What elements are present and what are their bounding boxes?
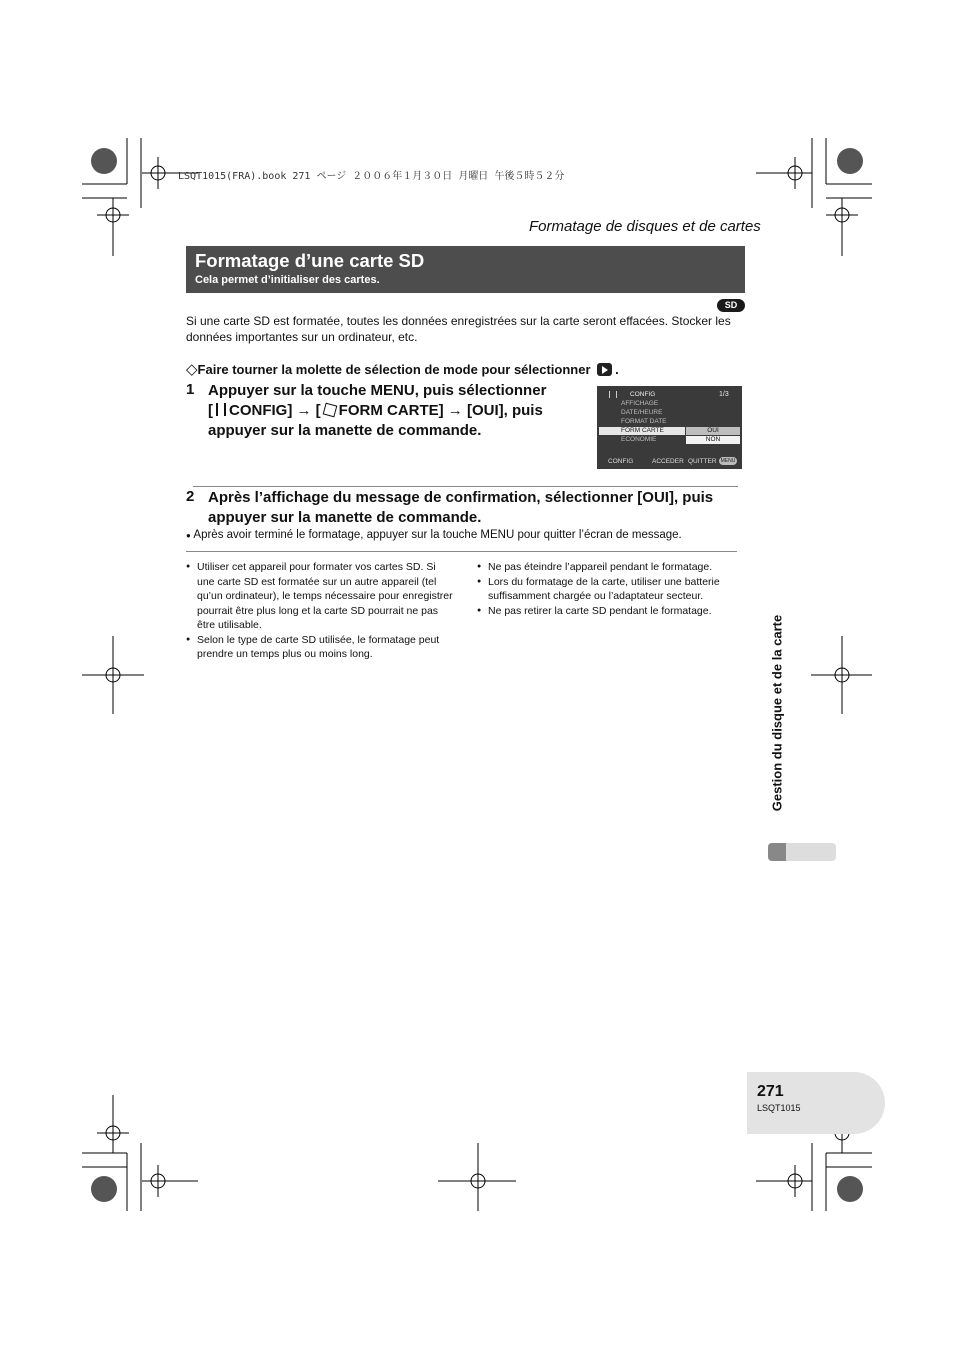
intro-paragraph: Si une carte SD est formatée, toutes les données enregistrées sur la carte seront effacées. Stocker les données importantes sur un ordinateur, etc. (186, 314, 731, 344)
lcd-menu-button: MENU (720, 458, 736, 464)
lcd-header: CONFIG (630, 391, 656, 398)
lcd-row-format-date: FORMAT DATE (621, 418, 667, 425)
section-indicator-active (768, 843, 786, 861)
section-banner (186, 246, 745, 293)
side-tab (769, 590, 785, 835)
print-info: LSQT1015(FRA).book 271 ページ ２００６年１月３０日 月曜日 午後５時５２分 (178, 171, 565, 182)
page-number: 271 (757, 1083, 784, 1100)
step-2-note-text: Après avoir terminé le formatage, appuyer sur la touche MENU pour quitter l’écran de message. (193, 529, 682, 541)
lcd-option-non: NON (686, 436, 740, 444)
lcd-page: 1/3 (719, 391, 729, 398)
notes-left (186, 560, 456, 662)
diamond-icon: ◇ (186, 361, 198, 378)
page-code: LSQT1015 (757, 1103, 801, 1113)
lcd-footer-right: QUITTER (688, 458, 717, 465)
sd-badge: SD (717, 299, 745, 312)
step-2-number: 2 (186, 488, 195, 505)
note-item: ● Ne pas éteindre l’appareil pendant le formatage. (477, 561, 713, 573)
note-item: ● Ne pas retirer la carte SD pendant le formatage. (477, 604, 712, 617)
section-subtitle: Cela permet d’initialiser des cartes. (195, 274, 380, 286)
preliminary-step-text: Faire tourner la molette de sélection de mode pour sélectionner (197, 362, 591, 377)
step-1-text (208, 381, 598, 441)
lcd-footer-mid: ACCEDER (652, 458, 684, 465)
running-header: Formatage de disques et de cartes (529, 218, 761, 235)
step-2-note (186, 527, 746, 544)
note-item: ● Lors du formatage de la carte, utiliser une batterie suffisamment chargée ou l’adaptateur secteur. (477, 575, 720, 602)
step-2-text (208, 488, 748, 528)
section-title: Formatage d’une carte SD (195, 250, 425, 271)
lcd-row-date-heure: DATE/HEURE (621, 409, 663, 416)
step-2-line-2: appuyer sur la manette de commande. (208, 509, 482, 526)
preliminary-step-after: . (615, 362, 619, 377)
notes-right (477, 560, 739, 618)
note-item: ● Selon le type de carte SD utilisée, le formatage peut prendre un temps plus ou moins long. (186, 633, 440, 660)
note-item: ● Utiliser cet appareil pour formater vos cartes SD. Si une carte SD est formatée sur un autre appareil (tel qu’un ordinateur), le temps nécessaire pour enregistrer pourrait être plus long et la carte SD pourrait ne pas être utilisable. (186, 561, 453, 631)
wrench-icon (216, 403, 226, 416)
preliminary-step (186, 360, 619, 378)
step-1-line-2: [ CONFIG] → [ FORM CARTE] → [OUI], puis (208, 402, 543, 419)
step-1-number: 1 (186, 381, 195, 398)
lcd-row-economie: ECONOMIE (621, 436, 657, 443)
lcd-footer-left: CONFIG (608, 458, 634, 465)
side-tab-label: Gestion du disque et de la carte (769, 614, 785, 811)
lcd-option-oui: OUI (686, 427, 740, 435)
lcd-wrench-icon (609, 391, 617, 398)
playback-mode-icon (597, 363, 612, 376)
step-1-line-3: appuyer sur la manette de commande. (208, 422, 482, 439)
bullet: ● (186, 531, 191, 540)
lcd-row-form-carte: FORM CARTE (599, 427, 685, 435)
lcd-menu-screen (597, 386, 742, 469)
lcd-row-affichage: AFFICHAGE (621, 400, 659, 407)
card-format-icon (322, 403, 337, 418)
step-1-line-1: Appuyer sur la touche MENU, puis sélectionner (208, 382, 547, 399)
divider-notes (186, 551, 737, 552)
step-2-line-1: Après l’affichage du message de confirmation, sélectionner [OUI], puis (208, 489, 714, 506)
divider-top (193, 486, 738, 487)
